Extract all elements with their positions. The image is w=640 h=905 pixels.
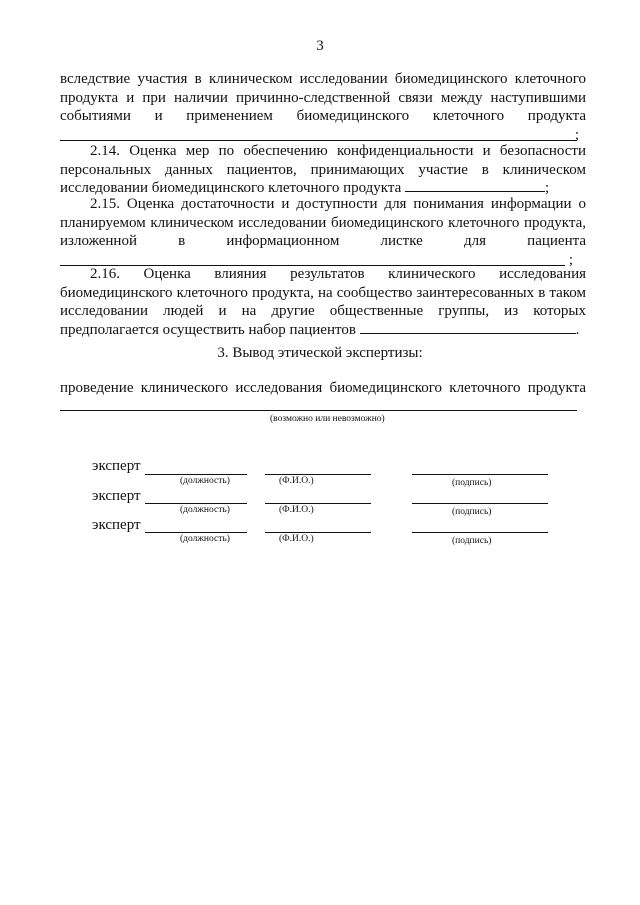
paragraph-2-14-text: 2.14. Оценка мер по обеспечению конфиденциальности и безопасности персональных данных пациентов, принимающих участие в клиническом исследовании биомедицинского клеточного продукта: [60, 143, 586, 196]
position-hint: (должность): [180, 505, 230, 515]
signature-line[interactable]: [412, 474, 548, 475]
name-line[interactable]: [265, 503, 371, 504]
paragraph-line: вследствие участия в клиническом исследовании биомедицинского клеточного: [60, 71, 586, 87]
punctuation: ;: [574, 127, 579, 143]
expert-label: эксперт: [92, 517, 141, 533]
fill-in-line[interactable]: [360, 321, 576, 334]
paragraph-line: событиями и применением биомедицинского клеточного продукта: [60, 108, 586, 124]
conclusion-text: проведение клинического исследования биомедицинского клеточного продукта: [60, 380, 586, 396]
paragraph-text: [60, 265, 586, 339]
section-heading: 3. Вывод этической экспертизы:: [217, 345, 423, 361]
position-line[interactable]: [145, 474, 247, 475]
name-hint: (Ф.И.О.): [279, 505, 314, 515]
signature-line[interactable]: [412, 532, 548, 533]
paragraph-2-15-text: 2.15. Оценка достаточности и доступности для понимания информации о планируемом клиническом исследовании биомедицинского клеточного продукта, изложенной в информационном листке для пациента: [60, 196, 586, 249]
signature-hint: (подпись): [452, 478, 492, 488]
page-number: 3: [316, 38, 324, 54]
position-hint: (должность): [180, 534, 230, 544]
paragraph-2-16-text: 2.16. Оценка влияния результатов клинического исследования биомедицинского клеточного продукта, на сообщество заинтересованных в таком исследовании людей и на другие общественные группы, из которых предполагается осуществить набор пациентов: [60, 266, 586, 338]
paragraph-2-15: [60, 195, 586, 266]
fill-in-line[interactable]: [60, 126, 577, 141]
name-line[interactable]: [265, 532, 371, 533]
punctuation: ;: [568, 252, 573, 268]
conclusion-hint: (возможно или невозможно): [270, 414, 385, 424]
signature-line[interactable]: [412, 503, 548, 504]
name-line[interactable]: [265, 474, 371, 475]
position-line[interactable]: [145, 503, 247, 504]
expert-label: эксперт: [92, 488, 141, 504]
name-hint: (Ф.И.О.): [279, 534, 314, 544]
signature-hint: (подпись): [452, 536, 492, 546]
punctuation: .: [575, 321, 580, 338]
fill-in-line[interactable]: [60, 251, 573, 268]
position-hint: (должность): [180, 476, 230, 486]
conclusion-fill-line[interactable]: [60, 410, 577, 411]
paragraph-line: продукта и при наличии причинно-следственной связи между наступившими: [60, 89, 586, 106]
fill-in-line[interactable]: [405, 179, 545, 192]
paragraph-text: [60, 195, 586, 251]
name-hint: (Ф.И.О.): [279, 476, 314, 486]
paragraph-2-16: [60, 265, 586, 339]
expert-label: эксперт: [92, 458, 141, 474]
body-text-block-1: [60, 70, 586, 141]
position-line[interactable]: [145, 532, 247, 533]
signature-hint: (подпись): [452, 507, 492, 517]
punctuation: ;: [545, 180, 550, 196]
paragraph-2-14: [60, 142, 586, 198]
paragraph-text: [60, 142, 586, 198]
